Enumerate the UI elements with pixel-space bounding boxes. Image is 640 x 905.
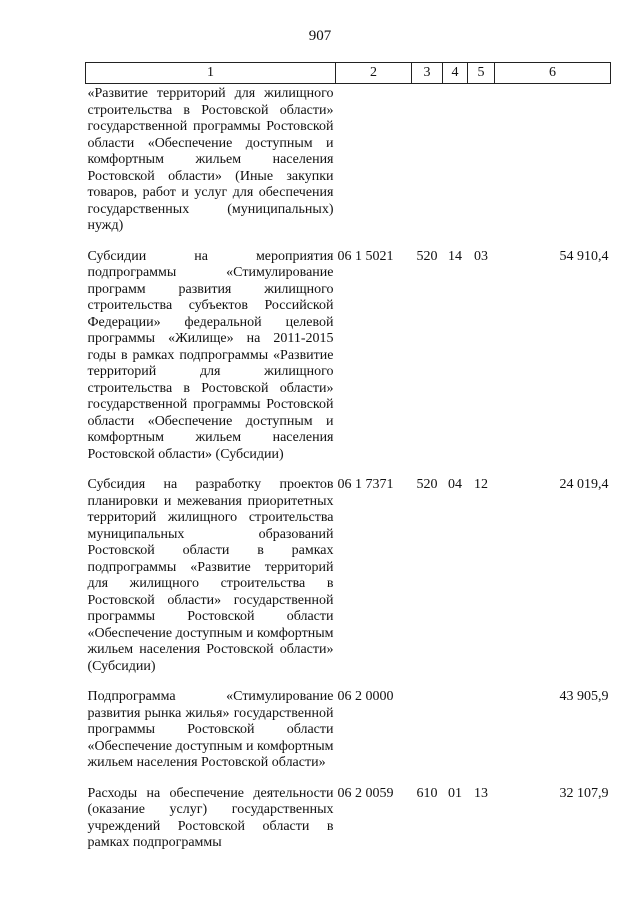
row-col4: 04: [448, 477, 462, 492]
table-header: [86, 63, 611, 84]
budget-table: [85, 62, 611, 866]
row-col3: 610: [416, 785, 438, 801]
column-header-2: 2: [336, 63, 412, 84]
row-code: 06 1 7371: [337, 477, 394, 492]
row-col5: 12: [474, 477, 488, 492]
row-col5: [468, 689, 495, 786]
row-description: Расходы на обеспечение деятельности (оказание услуг) государственных учреждений Ростовской области в рамках подпрограммы: [87, 785, 334, 850]
row-code: [336, 84, 412, 249]
row-amount: 54 910,4: [559, 248, 609, 264]
table-row: [86, 477, 611, 689]
table-row: [86, 786, 611, 866]
column-header-3: 3: [412, 63, 443, 84]
table-row: [86, 249, 611, 478]
row-col4: [443, 689, 468, 786]
row-col4: [443, 84, 468, 249]
row-amount: 32 107,9: [559, 785, 609, 801]
row-code: 06 2 0059: [337, 785, 394, 801]
row-col3: 520: [416, 248, 438, 264]
row-description: Подпрограмма «Стимулирование развития рынка жилья» государственной программы Ростовской области «Обеспечение доступным и комфортным жильем населения Ростовской области»: [87, 689, 334, 770]
table-header-row: [86, 63, 611, 84]
row-col3: [412, 689, 443, 786]
table-row: [86, 84, 611, 249]
row-col5: [468, 84, 495, 249]
column-header-5: 5: [468, 63, 495, 84]
column-header-6: 6: [495, 63, 611, 84]
row-code: 06 2 0000: [337, 689, 394, 704]
column-header-1: 1: [86, 63, 336, 84]
row-col3: [412, 84, 443, 249]
row-amount: [495, 84, 611, 249]
row-col5: 13: [474, 785, 488, 801]
row-description: Субсидии на мероприятия подпрограммы «Стимулирование программ развития жилищного строительства субъектов Российской Федерации» федеральной целевой программы «Жилище» на 2011-2015 годы в рамках подпрограммы «Развитие территорий для жилищного строительства в Ростовской области» государственной программы Ростовской области «Обеспечение доступным и комфортным жильем населения Ростовской области» (Субсидии): [87, 248, 334, 462]
row-col4: 14: [448, 248, 462, 264]
row-description: «Развитие территорий для жилищного строительства в Ростовской области» государственной программы Ростовской области «Обеспечение доступным и комфортным жильем населения Ростовской области» (Иные закупки товаров, работ и услуг для обеспечения государственных (муниципальных) нужд): [87, 86, 334, 233]
row-code: 06 1 5021: [337, 248, 394, 264]
row-col5: 03: [474, 248, 488, 264]
row-col3: 520: [416, 477, 438, 492]
page-number: 907: [308, 28, 332, 44]
table-row: [86, 689, 611, 786]
row-description: Субсидия на разработку проектов планировки и межевания приоритетных территорий жилищного строительства муниципальных образований Ростовской области в рамках подпрограммы «Развитие территорий для жилищного строительства в Ростовской области» государственной программы Ростовской области «Обеспечение доступным и комфортным жильем населения Ростовской области» (Субсидии): [87, 477, 334, 674]
row-amount: 43 905,9: [559, 689, 609, 704]
row-col4: 01: [448, 785, 462, 801]
row-amount: 24 019,4: [559, 477, 609, 492]
column-header-4: 4: [443, 63, 468, 84]
table-body: [86, 84, 611, 866]
